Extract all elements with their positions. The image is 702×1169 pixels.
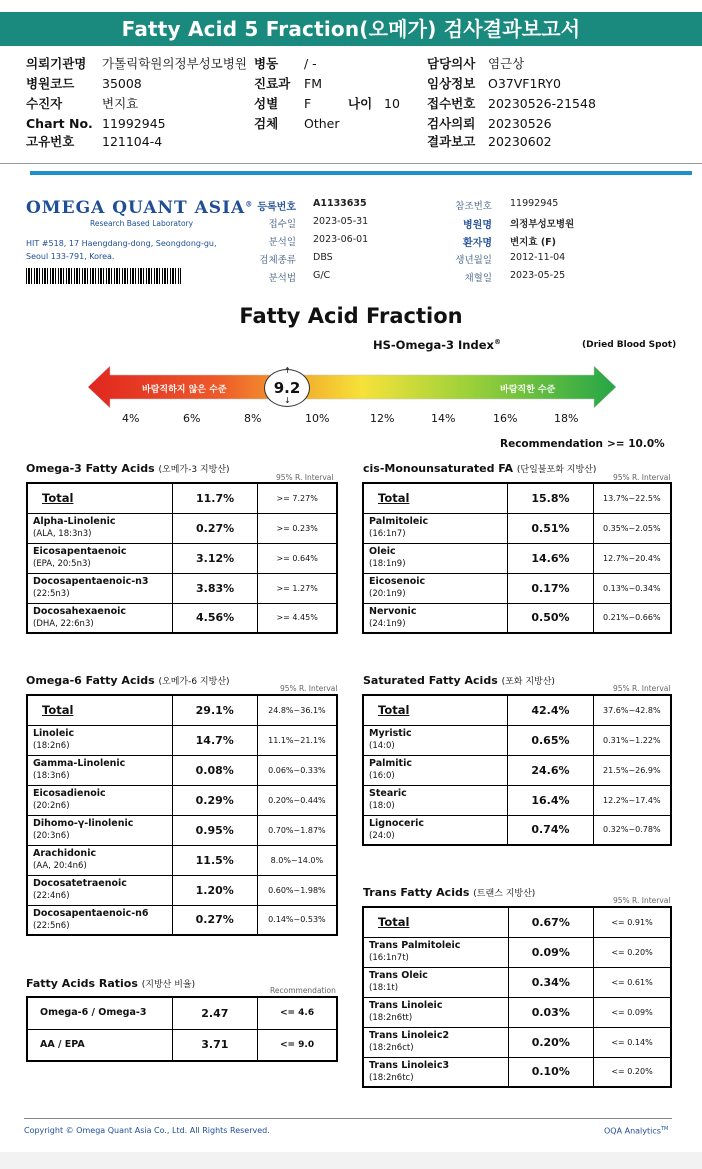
fatty-acid-label: Palmitic bbox=[369, 758, 412, 769]
fatty-acid-name bbox=[363, 573, 508, 603]
ratio-recommendation: <= 9.0 bbox=[258, 1029, 337, 1061]
total-label: Total bbox=[363, 695, 508, 725]
trans-title: Trans Fatty Acids (트랜스 지방산) bbox=[363, 886, 536, 899]
tick-label: 10% bbox=[305, 412, 330, 425]
clinical-value: O37VF1RY0 bbox=[488, 76, 561, 91]
reg-no-label: 등록번호 bbox=[257, 202, 296, 213]
fatty-acid-label: Linoleic bbox=[33, 728, 75, 739]
fatty-acid-value: 0.34% bbox=[508, 967, 594, 997]
reference-range: 0.60%~1.98% bbox=[257, 875, 337, 905]
reference-range: <= 0.09% bbox=[594, 997, 671, 1027]
table-row bbox=[363, 513, 671, 543]
received-label: 접수일 bbox=[268, 219, 296, 230]
fatty-acid-value: 0.95% bbox=[172, 815, 257, 845]
hospital-name-label: 병원명 bbox=[463, 220, 492, 231]
fatty-acid-name bbox=[27, 513, 172, 543]
fatty-acid-code: (18:1n9) bbox=[369, 559, 406, 569]
fatty-acid-label: Dihomo-γ-linolenic bbox=[33, 818, 134, 829]
fatty-acid-name bbox=[363, 1027, 508, 1057]
reference-range: <= 0.14% bbox=[594, 1027, 671, 1057]
table-row bbox=[363, 997, 671, 1027]
dept-value: FM bbox=[304, 76, 322, 91]
fatty-acid-value: 24.6% bbox=[508, 755, 593, 785]
table-row bbox=[363, 967, 671, 997]
table-row bbox=[363, 755, 671, 785]
fatty-acid-value: 11.5% bbox=[172, 845, 257, 875]
receipt-label: 접수번호 bbox=[427, 96, 476, 111]
fatty-acid-value: 3.12% bbox=[172, 543, 257, 573]
receipt-value: 20230526-21548 bbox=[488, 96, 596, 111]
mufa-table bbox=[362, 482, 672, 634]
table-row bbox=[27, 785, 337, 815]
lab-address-line1: HIT #518, 17 Haengdang-dong, Seongdong-gu, bbox=[26, 239, 217, 248]
result-value: 20230602 bbox=[488, 134, 552, 149]
reference-range: 0.31%~1.22% bbox=[593, 725, 671, 755]
table-row bbox=[27, 603, 337, 633]
fatty-acid-label: Docosatetraenoic bbox=[33, 878, 127, 889]
fatty-acid-name bbox=[27, 543, 172, 573]
dept-label: 진료과 bbox=[254, 76, 291, 91]
fatty-acid-code: (18:2n6) bbox=[33, 741, 70, 751]
patient-name-label: 환자명 bbox=[463, 238, 492, 249]
fatty-acid-name bbox=[363, 725, 508, 755]
sfa-table bbox=[362, 694, 672, 846]
fatty-acid-label: Stearic bbox=[369, 788, 407, 799]
fatty-acid-label: Trans Linoleic2 bbox=[369, 1030, 450, 1041]
fatty-acid-label: Eicosadienoic bbox=[33, 788, 106, 799]
fatty-acid-code: (18:2n6ct) bbox=[369, 1043, 414, 1053]
fatty-acid-code: (16:1n7) bbox=[369, 529, 406, 539]
reference-range: 12.7%~20.4% bbox=[593, 543, 671, 573]
sex-label: 성별 bbox=[254, 96, 279, 111]
interval-label: 95% R. Interval bbox=[613, 473, 671, 482]
fatty-acid-label: Gamma-Linolenic bbox=[33, 758, 126, 769]
interval-label: 95% R. Interval bbox=[613, 684, 671, 693]
total-label: Total bbox=[363, 483, 508, 513]
doctor-label: 담당의사 bbox=[427, 56, 476, 71]
fatty-acid-label: Oleic bbox=[369, 546, 396, 557]
specimen-label: 검체 bbox=[254, 116, 279, 131]
fatty-acid-label: Trans Palmitoleic bbox=[369, 940, 461, 951]
reference-range: 0.32%~0.78% bbox=[593, 815, 671, 845]
method-label: 분석법 bbox=[268, 273, 296, 284]
total-row bbox=[363, 483, 671, 513]
reference-range: 12.2%~17.4% bbox=[593, 785, 671, 815]
request-label: 검사의뢰 bbox=[427, 116, 476, 131]
recommendation-value: >= 10.0% bbox=[607, 438, 665, 450]
table-row bbox=[363, 573, 671, 603]
table-row bbox=[363, 1057, 671, 1087]
total-label: Total bbox=[27, 695, 172, 725]
total-value: 29.1% bbox=[172, 695, 257, 725]
fatty-acid-code: (EPA, 20:5n3) bbox=[33, 559, 91, 569]
total-range: 24.8%~36.1% bbox=[257, 695, 337, 725]
fatty-acid-name bbox=[363, 513, 508, 543]
table-row bbox=[27, 755, 337, 785]
unique-value: 121104-4 bbox=[102, 134, 163, 149]
reference-range: 0.20%~0.44% bbox=[257, 785, 337, 815]
fatty-acid-label: Docosapentaenoic-n3 bbox=[33, 576, 149, 587]
interval-label: 95% R. Interval bbox=[276, 473, 334, 482]
mufa-title: cis-Monounsaturated FA (단일불포화 지방산) bbox=[363, 462, 597, 475]
fatty-acid-label: Eicosapentaenoic bbox=[33, 546, 127, 557]
tick-label: 6% bbox=[183, 412, 201, 425]
total-range: >= 7.27% bbox=[258, 483, 337, 513]
reference-range: 0.70%~1.87% bbox=[257, 815, 337, 845]
ratios-table bbox=[26, 996, 338, 1062]
total-row bbox=[363, 907, 671, 937]
fatty-acid-name bbox=[27, 725, 172, 755]
ref-no-value: 11992945 bbox=[510, 198, 559, 209]
total-row bbox=[27, 695, 337, 725]
table-row bbox=[363, 1027, 671, 1057]
fatty-acid-name bbox=[363, 937, 508, 967]
reference-range: 21.5%~26.9% bbox=[593, 755, 671, 785]
fatty-acid-name bbox=[363, 543, 508, 573]
marker-down-icon: ↓ bbox=[284, 396, 291, 405]
fatty-acid-value: 0.74% bbox=[508, 815, 593, 845]
total-row bbox=[27, 483, 337, 513]
code-label: 병원코드 bbox=[26, 76, 75, 91]
reference-range: 0.14%~0.53% bbox=[257, 905, 337, 935]
fatty-acid-name bbox=[363, 967, 508, 997]
total-value: 11.7% bbox=[172, 483, 257, 513]
ward-label: 병동 bbox=[254, 56, 279, 71]
fatty-acid-code: (16:1n7t) bbox=[369, 953, 409, 963]
lab-subtitle: Research Based Laboratory bbox=[90, 219, 194, 228]
marker-up-icon: ↑ bbox=[284, 366, 291, 375]
omega6-table bbox=[26, 694, 338, 936]
fatty-acid-name bbox=[363, 755, 508, 785]
patient-value: 변지효 bbox=[102, 96, 139, 111]
reference-range: 0.35%~2.05% bbox=[593, 513, 671, 543]
fatty-acid-name bbox=[27, 603, 172, 633]
lab-address-line2: Seoul 133-791, Korea. bbox=[26, 252, 115, 261]
ratio-value: 3.71 bbox=[172, 1029, 257, 1061]
analyzed-label: 분석일 bbox=[268, 237, 296, 248]
ratio-name: Omega-6 / Omega-3 bbox=[27, 997, 172, 1029]
barcode bbox=[26, 268, 181, 284]
table-row bbox=[27, 875, 337, 905]
fatty-acid-value: 0.50% bbox=[508, 603, 593, 633]
reference-range: >= 0.23% bbox=[258, 513, 337, 543]
fatty-acid-code: (AA, 20:4n6) bbox=[33, 861, 87, 871]
fatty-acid-code: (ALA, 18:3n3) bbox=[33, 529, 92, 539]
fatty-acid-value: 0.17% bbox=[508, 573, 593, 603]
table-row bbox=[363, 543, 671, 573]
fatty-acid-code: (18:1t) bbox=[369, 983, 399, 993]
table-row bbox=[27, 845, 337, 875]
ratio-name: AA / EPA bbox=[27, 1029, 172, 1061]
fatty-acid-name bbox=[27, 815, 172, 845]
fatty-acid-code: (24:0) bbox=[369, 830, 395, 841]
fatty-acid-name bbox=[27, 875, 172, 905]
fatty-acid-name bbox=[363, 785, 508, 815]
fatty-acid-label: Lignoceric bbox=[369, 817, 425, 829]
reference-range: 0.06%~0.33% bbox=[257, 755, 337, 785]
reference-range: 8.0%~14.0% bbox=[257, 845, 337, 875]
fatty-acid-code: (16:0) bbox=[369, 771, 395, 781]
code-value: 35008 bbox=[102, 76, 142, 91]
reference-range: >= 0.64% bbox=[258, 543, 337, 573]
trans-table bbox=[362, 906, 672, 1088]
interval-label: 95% R. Interval bbox=[280, 684, 338, 693]
fatty-acid-label: Nervonic bbox=[369, 605, 417, 617]
table-row bbox=[363, 785, 671, 815]
doctor-value: 염근상 bbox=[488, 56, 525, 71]
fatty-acid-label: Alpha-Linolenic bbox=[33, 516, 116, 527]
fatty-acid-value: 0.27% bbox=[172, 513, 257, 543]
ratio-row bbox=[27, 1029, 337, 1061]
fatty-acid-label: Docosapentaenoic-n6 bbox=[33, 907, 149, 919]
chart-value: 11992945 bbox=[102, 116, 166, 131]
total-row bbox=[363, 695, 671, 725]
total-label: Total bbox=[363, 907, 508, 937]
fatty-acid-code: (24:1n9) bbox=[369, 618, 406, 629]
tick-label: 16% bbox=[493, 412, 518, 425]
received-value: 2023-05-31 bbox=[313, 216, 369, 227]
fatty-acid-code: (22:4n6) bbox=[33, 891, 70, 901]
recommendation-label: Recommendation bbox=[500, 438, 604, 450]
unique-label: 고유번호 bbox=[26, 134, 75, 149]
bad-zone-label: 바람직하지 않은 수준 bbox=[142, 385, 227, 395]
index-value: 9.2 bbox=[273, 379, 301, 397]
fatty-acid-value: 0.27% bbox=[172, 905, 257, 935]
tick-label: 14% bbox=[431, 412, 456, 425]
fatty-acid-label: Trans Linoleic bbox=[369, 1000, 443, 1011]
table-row bbox=[27, 905, 337, 935]
fatty-acid-name bbox=[27, 755, 172, 785]
omega6-title: Omega-6 Fatty Acids (오메가-6 지방산) bbox=[26, 674, 230, 687]
ratio-value: 2.47 bbox=[172, 997, 257, 1029]
fatty-acid-value: 3.83% bbox=[172, 573, 257, 603]
result-label: 결과보고 bbox=[427, 134, 476, 149]
fatty-acid-name bbox=[363, 997, 508, 1027]
ratios-title: Fatty Acids Ratios (지방산 비율) bbox=[26, 977, 196, 990]
ratio-row bbox=[27, 997, 337, 1029]
table-row bbox=[363, 603, 671, 633]
hospital-name-value: 의정부성모병원 bbox=[510, 219, 575, 230]
sex-value: F bbox=[304, 96, 312, 111]
ratio-recommendation: <= 4.6 bbox=[258, 997, 337, 1029]
fatty-acid-code: (18:2n6tc) bbox=[369, 1072, 414, 1083]
accent-bar bbox=[30, 171, 692, 175]
reg-no-value: A1133635 bbox=[313, 198, 367, 209]
table-row bbox=[27, 815, 337, 845]
fatty-acid-code: (22:5n6) bbox=[33, 920, 70, 931]
fatty-acid-value: 14.6% bbox=[508, 543, 593, 573]
fatty-acid-value: 0.09% bbox=[508, 937, 594, 967]
ratios-rec-label: Recommendation bbox=[270, 986, 336, 995]
fatty-acid-name bbox=[27, 905, 172, 935]
copyright: Copyright © Omega Quant Asia Co., Ltd. All Rights Reserved. bbox=[24, 1126, 270, 1135]
dob-value: 2012-11-04 bbox=[510, 252, 566, 263]
fatty-acid-value: 0.65% bbox=[508, 725, 593, 755]
table-row bbox=[27, 543, 337, 573]
index-name: HS-Omega-3 Index® bbox=[373, 338, 501, 352]
reference-range: <= 0.20% bbox=[594, 1057, 671, 1087]
hospital-value: 가톨릭학원의정부성모병원 bbox=[102, 56, 247, 71]
fatty-acid-name bbox=[363, 603, 508, 633]
age-value: 10 bbox=[384, 96, 400, 111]
method-value: G/C bbox=[313, 270, 331, 281]
fatty-acid-code: (20:3n6) bbox=[33, 831, 70, 841]
fatty-acid-label: Trans Linoleic3 bbox=[369, 1059, 450, 1071]
sample-type-value: DBS bbox=[313, 252, 333, 263]
fatty-acid-label: Trans Oleic bbox=[369, 970, 428, 981]
sample-type-label: 검체종류 bbox=[259, 255, 296, 266]
patient-label: 수진자 bbox=[26, 96, 63, 111]
ward-value: / - bbox=[304, 56, 317, 71]
total-value: 42.4% bbox=[508, 695, 593, 725]
tick-label: 12% bbox=[370, 412, 395, 425]
analyzed-value: 2023-06-01 bbox=[313, 234, 369, 245]
fatty-acid-value: 1.20% bbox=[172, 875, 257, 905]
reference-range: <= 0.20% bbox=[594, 937, 671, 967]
tick-label: 8% bbox=[244, 412, 262, 425]
reference-range: <= 0.61% bbox=[594, 967, 671, 997]
clinical-label: 임상정보 bbox=[427, 76, 476, 91]
table-row bbox=[27, 513, 337, 543]
report-title: Fatty Acid 5 Fraction(오메가) 검사결과보고서 bbox=[0, 12, 702, 46]
fatty-acid-code: (18:0) bbox=[369, 801, 395, 811]
fatty-acid-code: (20:2n6) bbox=[33, 801, 70, 811]
request-value: 20230526 bbox=[488, 116, 552, 131]
table-row bbox=[363, 725, 671, 755]
footer-brand: OQA Analytics™ bbox=[604, 1126, 669, 1136]
interval-label: 95% R. Interval bbox=[613, 896, 671, 905]
section-title: Fatty Acid Fraction bbox=[239, 304, 463, 328]
tick-label: 4% bbox=[122, 412, 140, 425]
reference-range: 11.1%~21.1% bbox=[257, 725, 337, 755]
fatty-acid-value: 0.10% bbox=[508, 1057, 594, 1087]
collected-label: 채혈일 bbox=[464, 273, 492, 284]
omega3-table bbox=[26, 482, 338, 634]
fatty-acid-code: (20:1n9) bbox=[369, 589, 406, 599]
reference-range: 0.21%~0.66% bbox=[593, 603, 671, 633]
table-row bbox=[363, 815, 671, 845]
fatty-acid-code: (18:3n6) bbox=[33, 771, 70, 781]
fatty-acid-label: Arachidonic bbox=[33, 848, 97, 859]
fatty-acid-label: Docosahexaenoic bbox=[33, 605, 127, 617]
fatty-acid-value: 0.08% bbox=[172, 755, 257, 785]
divider bbox=[0, 163, 702, 164]
fatty-acid-name bbox=[27, 573, 172, 603]
collected-value: 2023-05-25 bbox=[510, 270, 566, 281]
fatty-acid-label: Palmitoleic bbox=[369, 516, 429, 527]
bottom-band bbox=[0, 1152, 702, 1169]
fatty-acid-value: 0.29% bbox=[172, 785, 257, 815]
table-row bbox=[363, 937, 671, 967]
sfa-title: Saturated Fatty Acids (포화 지방산) bbox=[363, 674, 555, 687]
total-value: 15.8% bbox=[508, 483, 593, 513]
dob-label: 생년월일 bbox=[455, 255, 492, 266]
fatty-acid-code: (14:0) bbox=[369, 741, 395, 751]
fatty-acid-value: 16.4% bbox=[508, 785, 593, 815]
total-label: Total bbox=[27, 483, 172, 513]
fatty-acid-name bbox=[363, 1057, 508, 1087]
fatty-acid-name bbox=[27, 845, 172, 875]
reference-range: 0.13%~0.34% bbox=[593, 573, 671, 603]
table-row bbox=[27, 573, 337, 603]
good-zone-label: 바람직한 수준 bbox=[500, 385, 556, 395]
fatty-acid-label: Eicosenoic bbox=[369, 576, 426, 587]
total-range: <= 0.91% bbox=[594, 907, 671, 937]
age-label: 나이 bbox=[348, 96, 373, 111]
fatty-acid-name bbox=[363, 815, 508, 845]
total-range: 13.7%~22.5% bbox=[593, 483, 671, 513]
reference-range: >= 4.45% bbox=[258, 603, 337, 633]
fatty-acid-value: 0.03% bbox=[508, 997, 594, 1027]
fatty-acid-value: 14.7% bbox=[172, 725, 257, 755]
fatty-acid-code: (22:5n3) bbox=[33, 589, 70, 599]
patient-name-value: 변지효 (F) bbox=[510, 237, 557, 248]
reference-range: >= 1.27% bbox=[258, 573, 337, 603]
ref-no-label: 참조번호 bbox=[455, 201, 492, 212]
footer-divider bbox=[24, 1118, 672, 1119]
omega3-title: Omega-3 Fatty Acids (오메가-3 지방산) bbox=[26, 462, 230, 475]
fatty-acid-value: 4.56% bbox=[172, 603, 257, 633]
sample-note: (Dried Blood Spot) bbox=[582, 340, 677, 350]
tick-label: 18% bbox=[554, 412, 579, 425]
specimen-value: Other bbox=[304, 116, 340, 131]
chart-label: Chart No. bbox=[26, 116, 93, 131]
fatty-acid-value: 0.51% bbox=[508, 513, 593, 543]
total-value: 0.67% bbox=[508, 907, 594, 937]
fatty-acid-code: (DHA, 22:6n3) bbox=[33, 618, 94, 629]
fatty-acid-name bbox=[27, 785, 172, 815]
table-row bbox=[27, 725, 337, 755]
fatty-acid-code: (18:2n6tt) bbox=[369, 1013, 413, 1023]
lab-logo: OMEGA QUANT ASIA® bbox=[26, 198, 254, 218]
hospital-label: 의뢰기관명 bbox=[26, 56, 87, 71]
fatty-acid-label: Myristic bbox=[369, 728, 412, 739]
fatty-acid-value: 0.20% bbox=[508, 1027, 594, 1057]
total-range: 37.6%~42.8% bbox=[593, 695, 671, 725]
